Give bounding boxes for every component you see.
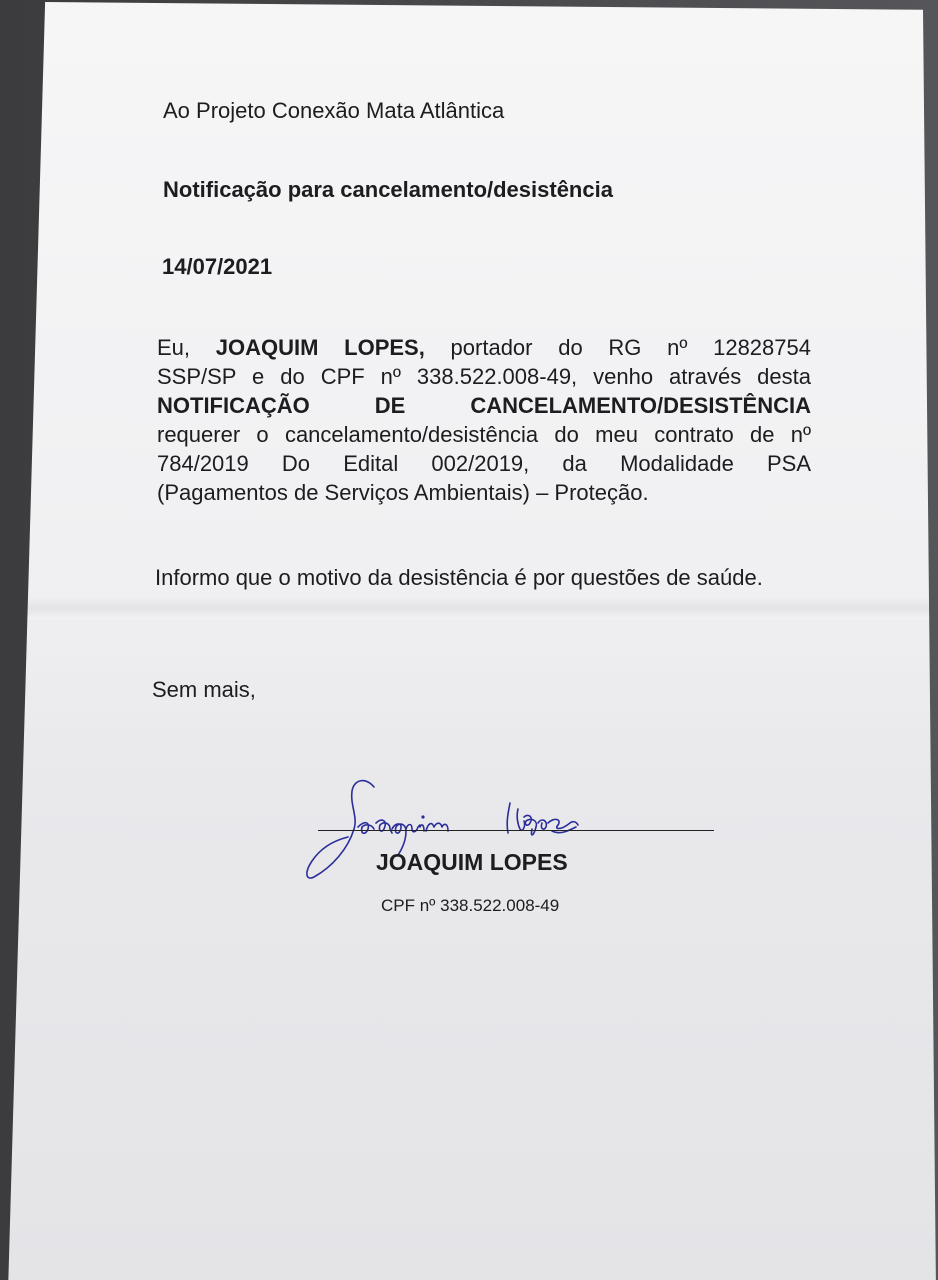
reason-paragraph: Informo que o motivo da desistência é por questões de saúde. [155, 565, 763, 590]
paragraph-line-1: Eu, JOAQUIM LOPES, portador do RG nº 12828754 [157, 335, 811, 360]
signature-line [318, 830, 714, 831]
subject-heading: Notificação para cancelamento/desistência [163, 177, 613, 202]
request-paragraph [157, 333, 811, 507]
recipient-line: Ao Projeto Conexão Mata Atlântica [163, 98, 505, 123]
paragraph-line-2: SSP/SP e do CPF nº 338.522.008-49, venho através desta [157, 364, 811, 389]
signer-cpf: CPF nº 338.522.008-49 [381, 896, 560, 915]
signer-name: JOAQUIM LOPES [376, 849, 568, 875]
letter-date: 14/07/2021 [162, 254, 273, 279]
paragraph-line-4: requerer o cancelamento/desistência do meu contrato de nº [157, 422, 811, 447]
paragraph-line-6: (Pagamentos de Serviços Ambientais) – Proteção. [157, 480, 649, 505]
requester-name: JOAQUIM LOPES, [215, 335, 425, 360]
paper-fold [8, 597, 936, 619]
paragraph-line-5: 784/2019 Do Edital 002/2019, da Modalidade PSA [157, 451, 811, 476]
closing-line: Sem mais, [152, 677, 256, 702]
notice-title: NOTIFICAÇÃO DE CANCELAMENTO/DESISTÊNCIA [157, 393, 811, 418]
